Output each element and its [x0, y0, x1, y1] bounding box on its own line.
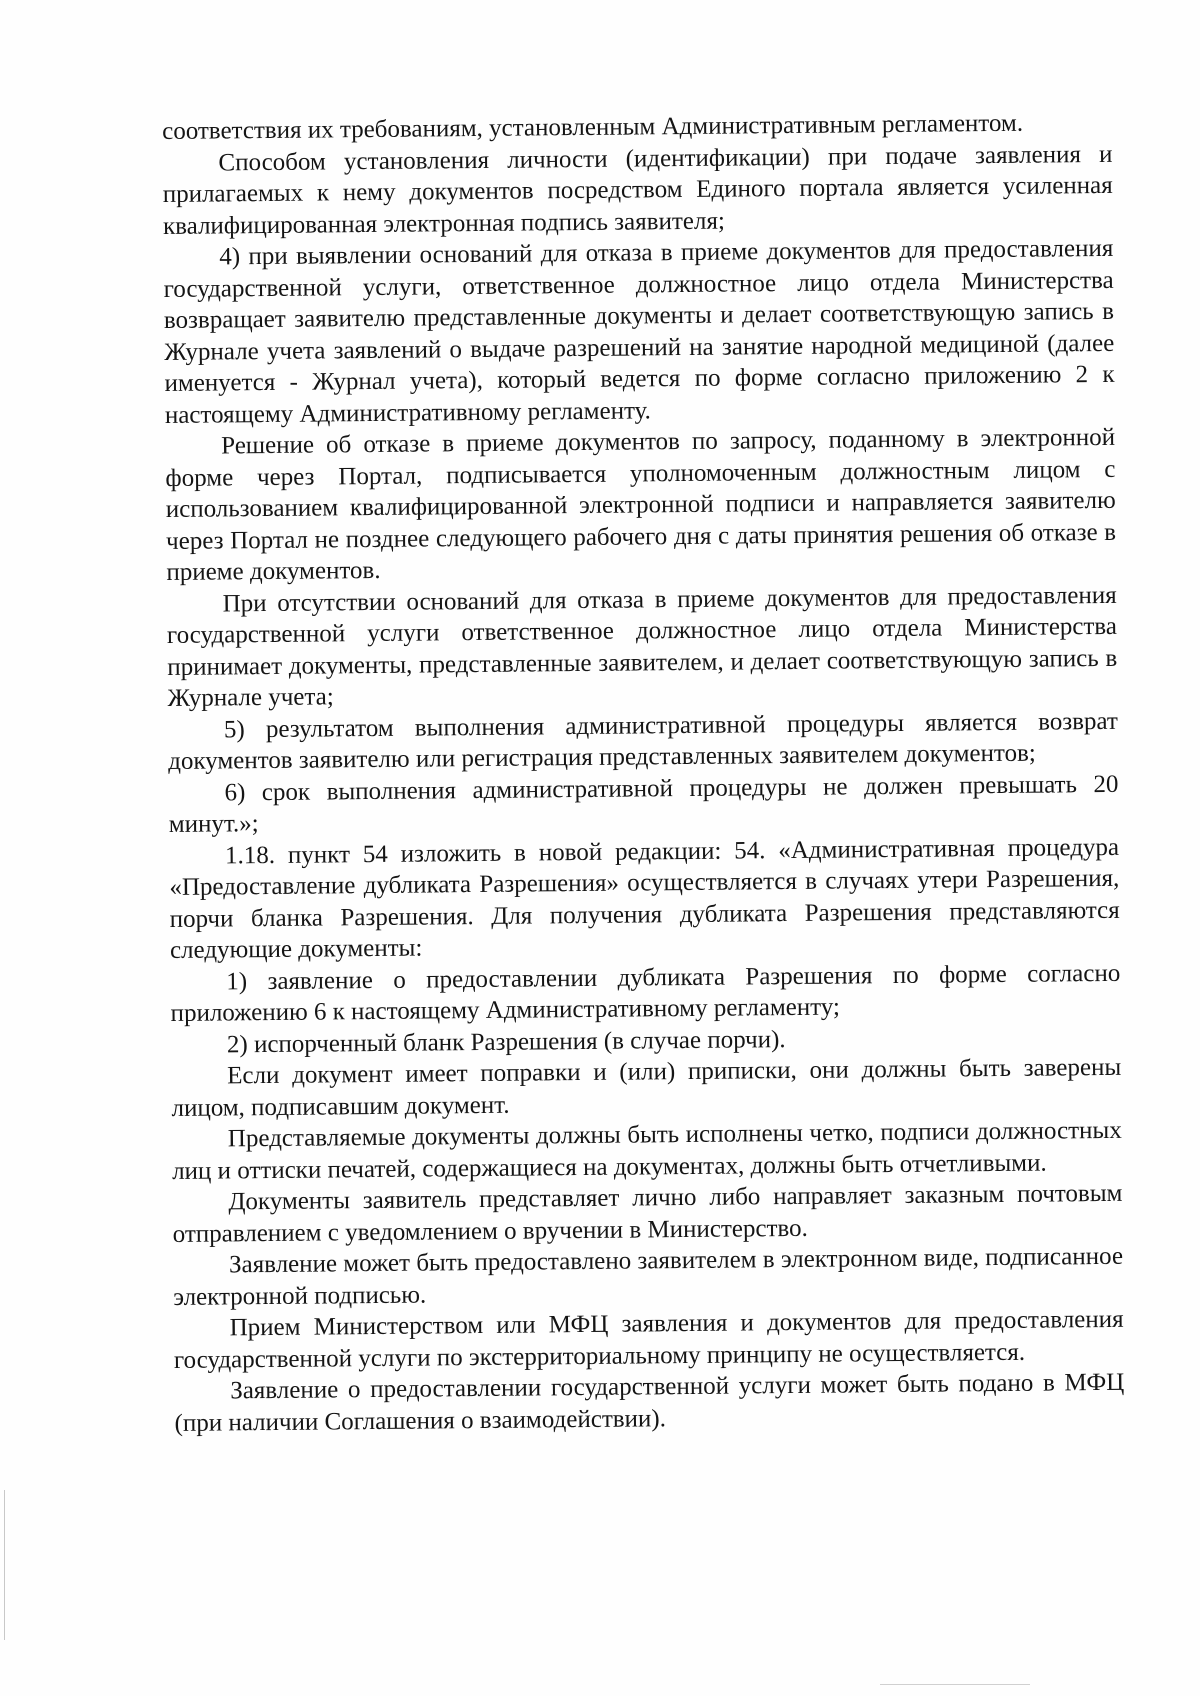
paragraph-legibility: Представляемые документы должны быть исполнены четко, подписи должностных лиц и оттиски печатей, содержащиеся на документах, должны быть отчетливыми.: [171, 1116, 1122, 1185]
paragraph-submission: Документы заявитель представляет лично либо направляет заказным почтовым отправлением с уведомлением о вручении в Министерство.: [172, 1179, 1123, 1248]
paragraph-duplicate-item-2: 2) испорченный бланк Разрешения (в случае порчи).: [226, 1025, 786, 1058]
paragraph-corrections: Если документ имеет поправки и (или) приписки, они должны быть заверены лицом, подписавшим документ.: [171, 1053, 1122, 1122]
paragraph-item-6: 6) срок выполнения административной процедуры не должен превышать 20 минут.»;: [168, 770, 1119, 838]
document-body: [162, 107, 1125, 1439]
paragraph-electronic: Заявление может быть предоставлено заявителем в электронном виде, подписанное электронной подписью.: [173, 1242, 1124, 1311]
paragraph-mfc: Заявление о предоставлении государственной услуги может быть подано в МФЦ (при наличии Соглашения о взаимодействии).: [174, 1368, 1125, 1437]
paragraph-refusal-decision: Решение об отказе в приеме документов по запросу, поданному в электронной форме через Портал, подписывается уполномоченным должностным лицом с использованием квалифицированной электронной подписи и направляется заявителю через Портал не позднее следующего рабочего дня с даты принятия решения об отказе в приеме документов.: [165, 423, 1117, 586]
paragraph-continuation: соответствия их требованиям, установленным Административным регламентом.: [162, 109, 1024, 145]
paragraph-identification: Способом установления личности (идентификации) при подаче заявления и прилагаемых к нему документов посредством Единого портала является усиленная квалифицированная электронная подпись заявителя;: [162, 140, 1113, 240]
scan-bottom-mark: [880, 1684, 1030, 1685]
scan-edge-mark: [4, 1490, 5, 1640]
paragraph-1-18: 1.18. пункт 54 изложить в новой редакции: 54. «Административная процедура «Предоставление дубликата Разрешения» осуществляется в случаях утери Разрешения, порчи бланка Разрешения. Для получения дубликата Разрешения представляются следующие документы:: [169, 833, 1120, 964]
paragraph-no-grounds: При отсутствии оснований для отказа в приеме документов для предоставления государственной услуги ответственное должностное лицо отдела Министерства принимает документы, представленные заявителем, и делает соответствующую запись в Журнале учета;: [166, 581, 1118, 712]
paragraph-extraterritorial: Прием Министерством или МФЦ заявления и документов для предоставления государственной услуги по экстерриториальному принципу не осуществляется.: [173, 1305, 1124, 1374]
paragraph-item-5: 5) результатом выполнения административной процедуры является возврат документов заявителю или регистрация представленных заявителем документов;: [168, 707, 1118, 775]
paragraph-duplicate-item-1: 1) заявление о предоставлении дубликата Разрешения по форме согласно приложению 6 к настоящему Административному регламенту;: [170, 959, 1121, 1027]
paragraph-item-4: 4) при выявлении оснований для отказа в приеме документов для предоставления государственной услуги, ответственное должностное лицо отдела Министерства возвращает заявителю представленные документы и делает соответствующую запись в Журнале учета заявлений о выдаче разрешений на занятие народной медициной (далее именуется - Журнал учета), который ведется по форме согласно приложению 2 к настоящему Административному регламенту.: [163, 234, 1115, 429]
